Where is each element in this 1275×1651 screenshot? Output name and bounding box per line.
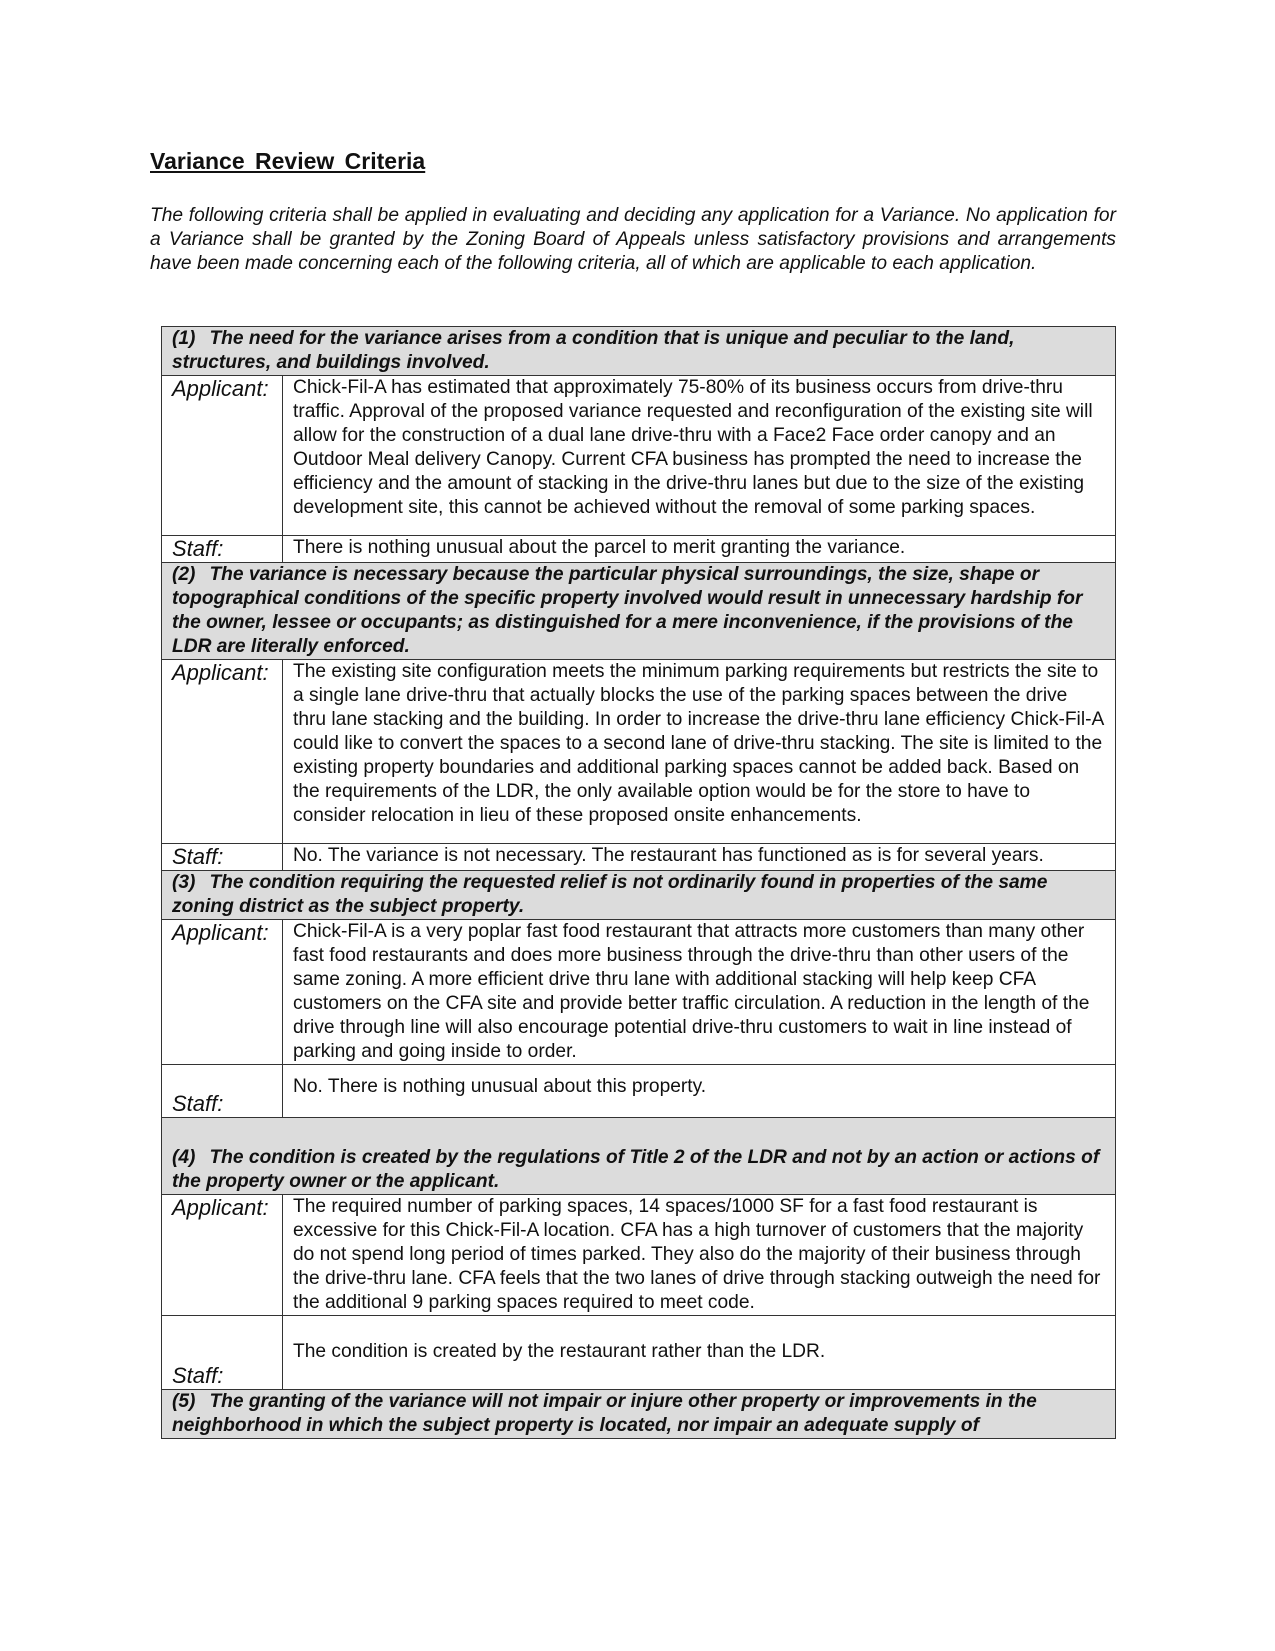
criterion-4-staff-row [162,1316,1116,1390]
staff-response: The condition is created by the restaurant rather than the LDR. [283,1316,1116,1390]
criterion-heading-text: The variance is necessary because the particular physical surroundings, the size, shape or topographical conditions of the specific property involved would result in unnecessary hardship for the owner, lessee or occupants; as distinguished for a mere inconvenience, if the provisions of the LDR are literally enforced. [172,564,1083,657]
staff-response: There is nothing unusual about the parcel to merit granting the variance. [283,536,1116,563]
criterion-heading [162,871,1116,920]
criterion-1-applicant-row [162,376,1116,536]
applicant-label: Applicant: [162,660,283,844]
intro-paragraph: The following criteria shall be applied in evaluating and deciding any application for a Variance. No application for a Variance shall be granted by the Zoning Board of Appeals unless satisfactory provisions and arrangements have been made concerning each of the following criteria, all of which are applicable to each application. [150,205,1116,274]
staff-response: No. There is nothing unusual about this property. [283,1065,1116,1118]
criterion-3-staff-row [162,1065,1116,1118]
criterion-2-applicant-row [162,660,1116,844]
applicant-label: Applicant: [162,920,283,1065]
applicant-response: Chick-Fil-A is a very poplar fast food restaurant that attracts more customers than many other fast food restaurants and does more business through the drive-thru than other users of the same zoning. A more efficient drive thru lane with additional stacking will help keep CFA customers on the CFA site and provide better traffic circulation. A reduction in the length of the drive through line will also encourage potential drive-thru customers to wait in line instead of parking and going inside to order. [283,920,1116,1065]
criterion-2-heading-row [162,563,1116,660]
criterion-2-staff-row [162,844,1116,871]
applicant-label: Applicant: [162,376,283,536]
page-title: Variance Review Criteria [150,148,426,174]
applicant-response: Chick-Fil-A has estimated that approximately 75-80% of its business occurs from drive-thru traffic. Approval of the proposed variance requested and reconfiguration of the existing site will allow for the construction of a dual lane drive-thru with a Face2 Face order canopy and an Outdoor Meal delivery Canopy. Current CFA business has prompted the need to increase the efficiency and the amount of stacking in the drive-thru lanes but due to the size of the existing development site, this cannot be achieved without the removal of some parking spaces. [283,376,1116,536]
criterion-heading [162,1118,1116,1195]
criterion-heading [162,1390,1116,1439]
criterion-number: (3) [172,872,196,893]
criterion-1-heading-row [162,327,1116,376]
criterion-4-heading-row [162,1118,1116,1195]
criterion-1-staff-row [162,536,1116,563]
applicant-response: The required number of parking spaces, 14 spaces/1000 SF for a fast food restaurant is excessive for this Chick-Fil-A location. CFA has a high turnover of customers that the majority do not spend long period of times parked. They also do the majority of their business through the drive-thru lane. CFA feels that the two lanes of drive through stacking outweigh the need for the additional 9 parking spaces required to meet code. [283,1195,1116,1316]
criterion-3-heading-row [162,871,1116,920]
staff-response: No. The variance is not necessary. The restaurant has functioned as is for several years. [283,844,1116,871]
criterion-4-applicant-row [162,1195,1116,1316]
staff-label: Staff: [162,844,283,871]
applicant-label: Applicant: [162,1195,283,1316]
criterion-heading-text: The granting of the variance will not impair or injure other property or improvements in the neighborhood in which the subject property is located, nor impair an adequate supply of [172,1391,1037,1436]
staff-label: Staff: [162,536,283,563]
criterion-heading [162,563,1116,660]
staff-label: Staff: [162,1316,283,1390]
criterion-number: (1) [172,328,196,349]
criterion-3-applicant-row [162,920,1116,1065]
criterion-heading-text: The need for the variance arises from a condition that is unique and peculiar to the land, structures, and buildings involved. [172,328,1015,373]
criterion-heading [162,327,1116,376]
criterion-number: (5) [172,1391,196,1412]
criterion-number: (4) [172,1147,196,1168]
criteria-table [161,326,1116,1439]
criterion-number: (2) [172,564,196,585]
criterion-5-heading-row [162,1390,1116,1439]
applicant-response: The existing site configuration meets the minimum parking requirements but restricts the site to a single lane drive-thru that actually blocks the use of the parking spaces between the drive thru lane stacking and the building. In order to increase the drive-thru lane efficiency Chick-Fil-A could like to convert the spaces to a second lane of drive-thru stacking. The site is limited to the existing property boundaries and additional parking spaces cannot be added back. Based on the requirements of the LDR, the only available option would be for the store to have to consider relocation in lieu of these proposed onsite enhancements. [283,660,1116,844]
staff-label: Staff: [162,1065,283,1118]
criterion-heading-text: The condition requiring the requested relief is not ordinarily found in properties of the same zoning district as the subject property. [172,872,1048,917]
criterion-heading-text: The condition is created by the regulations of Title 2 of the LDR and not by an action or actions of the property owner or the applicant. [172,1147,1100,1192]
